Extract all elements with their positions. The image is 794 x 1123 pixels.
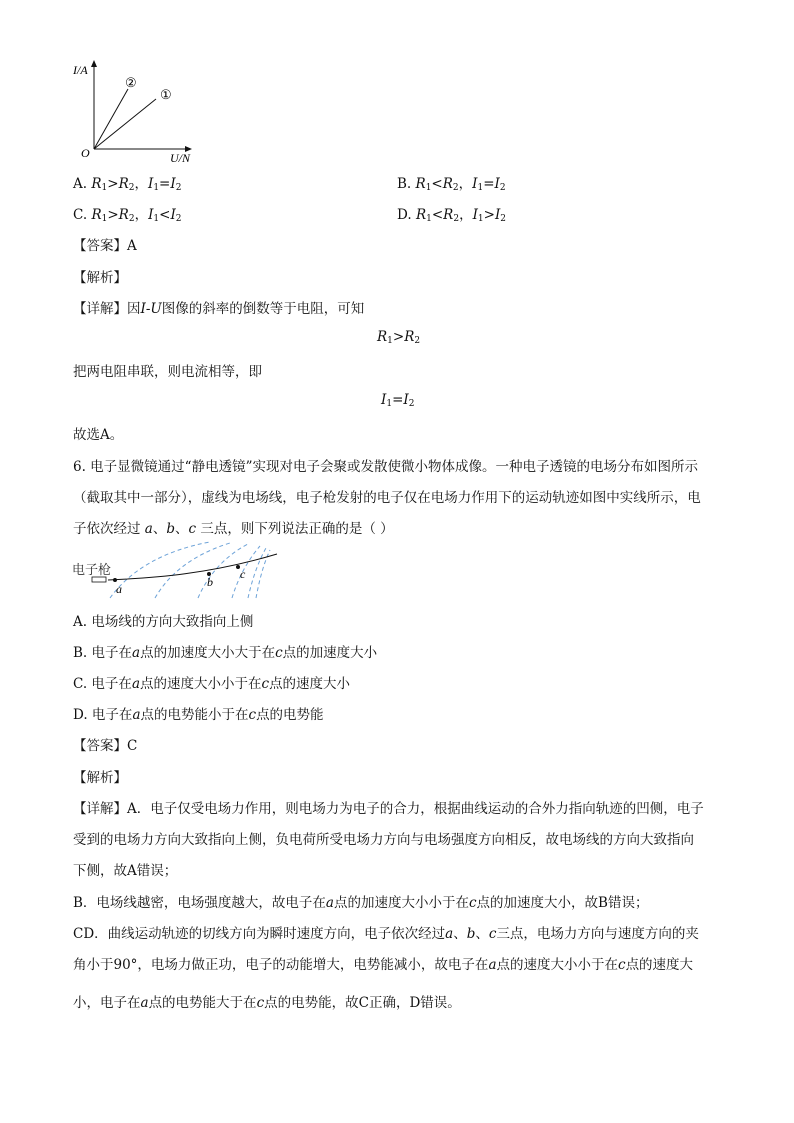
line-2 <box>94 89 128 149</box>
line-1 <box>94 99 156 149</box>
q5-analysis-label: 【解析】 <box>73 270 127 286</box>
option-b: B. $R_1<R_2$，$I_1=I_2$ <box>397 176 506 193</box>
q5-detail-line3: 故选A。 <box>73 427 124 443</box>
electron-gun-label: 电子枪 <box>72 562 112 577</box>
electron-lens-figure <box>70 540 285 600</box>
q6-detail-line7: 小，电子在a点的电势能大于在c点的电势能，故C正确，D错误。 <box>73 995 461 1011</box>
q6-analysis-label: 【解析】 <box>73 770 127 786</box>
q6-detail-line5: CD．曲线运动轨迹的切线方向为瞬时速度方向，电子依次经过a、b、c三点，电场力方向与速度方向的夹 <box>73 926 699 942</box>
q5-detail-line1: 【详解】因I-U图像的斜率的倒数等于电阻，可知 <box>73 301 365 317</box>
answer-label: 【答案】 <box>73 738 127 754</box>
answer-value: C <box>127 738 138 754</box>
option-c: C. $R_1>R_2$，$I_1<I_2$ <box>73 207 182 224</box>
q5-answer <box>73 234 137 254</box>
y-axis-label: I/A <box>73 63 88 77</box>
field-line <box>232 546 260 598</box>
iu-graph <box>70 56 200 166</box>
origin-label: O <box>81 146 90 160</box>
q6-option-b: B. 电子在a点的加速度大小大于在c点的加速度大小 <box>73 645 378 661</box>
q5-detail-line2: 把两电阻串联，则电流相等，即 <box>73 364 262 380</box>
q6-answer <box>73 734 137 754</box>
q6-stem-line2: （截取其中一部分），虚线为电场线，电子枪发射的电子仅在电场力作用下的运动轨迹如图中实线所示，电 <box>73 490 701 506</box>
q6-option-c: C. 电子在a点的速度大小小于在c点的速度大小 <box>73 676 351 692</box>
answer-label: 【答案】 <box>73 238 127 254</box>
q6-detail-line3: 下侧，故A错误； <box>73 863 178 879</box>
electron-gun-icon <box>92 577 106 582</box>
q5-formula-r: $R_1>R_2$ <box>377 329 421 346</box>
q6-detail-line6: 角小于90°，电场力做正功，电子的动能增大，电势能减小，故电子在a点的速度大小小于在c点的速度大 <box>73 957 694 973</box>
q6-detail-line1: 【详解】A．电子仅受电场力作用，则电场力为电子的合力，根据曲线运动的合外力指向轨迹的凹侧，电子 <box>73 801 704 817</box>
y-axis-arrow <box>91 60 97 67</box>
q6-option-a: A. 电场线的方向大致指向上侧 <box>73 614 254 630</box>
x-axis-label: U/N <box>170 151 191 165</box>
answer-value: A <box>127 238 137 254</box>
line-2-label: ② <box>125 75 137 90</box>
option-a: A. $R_1>R_2$，$I_1=I_2$ <box>73 176 182 193</box>
q6-stem-line1: 6. 电子显微镜通过“静电透镜”实现对电子会聚或发散使微小物体成像。一种电子透镜的电场分布如图所示 <box>73 459 698 475</box>
q5-formula-i: $I_1=I_2$ <box>381 392 415 409</box>
option-d: D. $R_1<R_2$，$I_1>I_2$ <box>397 207 507 224</box>
field-line <box>256 550 270 598</box>
label-a: a <box>116 582 122 596</box>
label-b: b <box>207 575 213 589</box>
q6-detail-line4: B．电场线越密，电场强度越大，故电子在a点的加速度大小小于在c点的加速度大小，故B错误； <box>73 895 649 911</box>
q6-option-d: D. 电子在a点的电势能小于在c点的电势能 <box>73 707 324 723</box>
line-1-label: ① <box>160 87 172 102</box>
q6-detail-line2: 受到的电场力方向大致指向上侧，负电荷所受电场力方向与电场强度方向相反，故电场线的方向大致指向 <box>73 832 694 848</box>
label-c: c <box>240 567 246 581</box>
field-line <box>155 543 230 598</box>
q6-stem-line3: 子依次经过 a、b、c 三点，则下列说法正确的是（ ） <box>73 521 394 537</box>
trajectory <box>108 554 277 580</box>
